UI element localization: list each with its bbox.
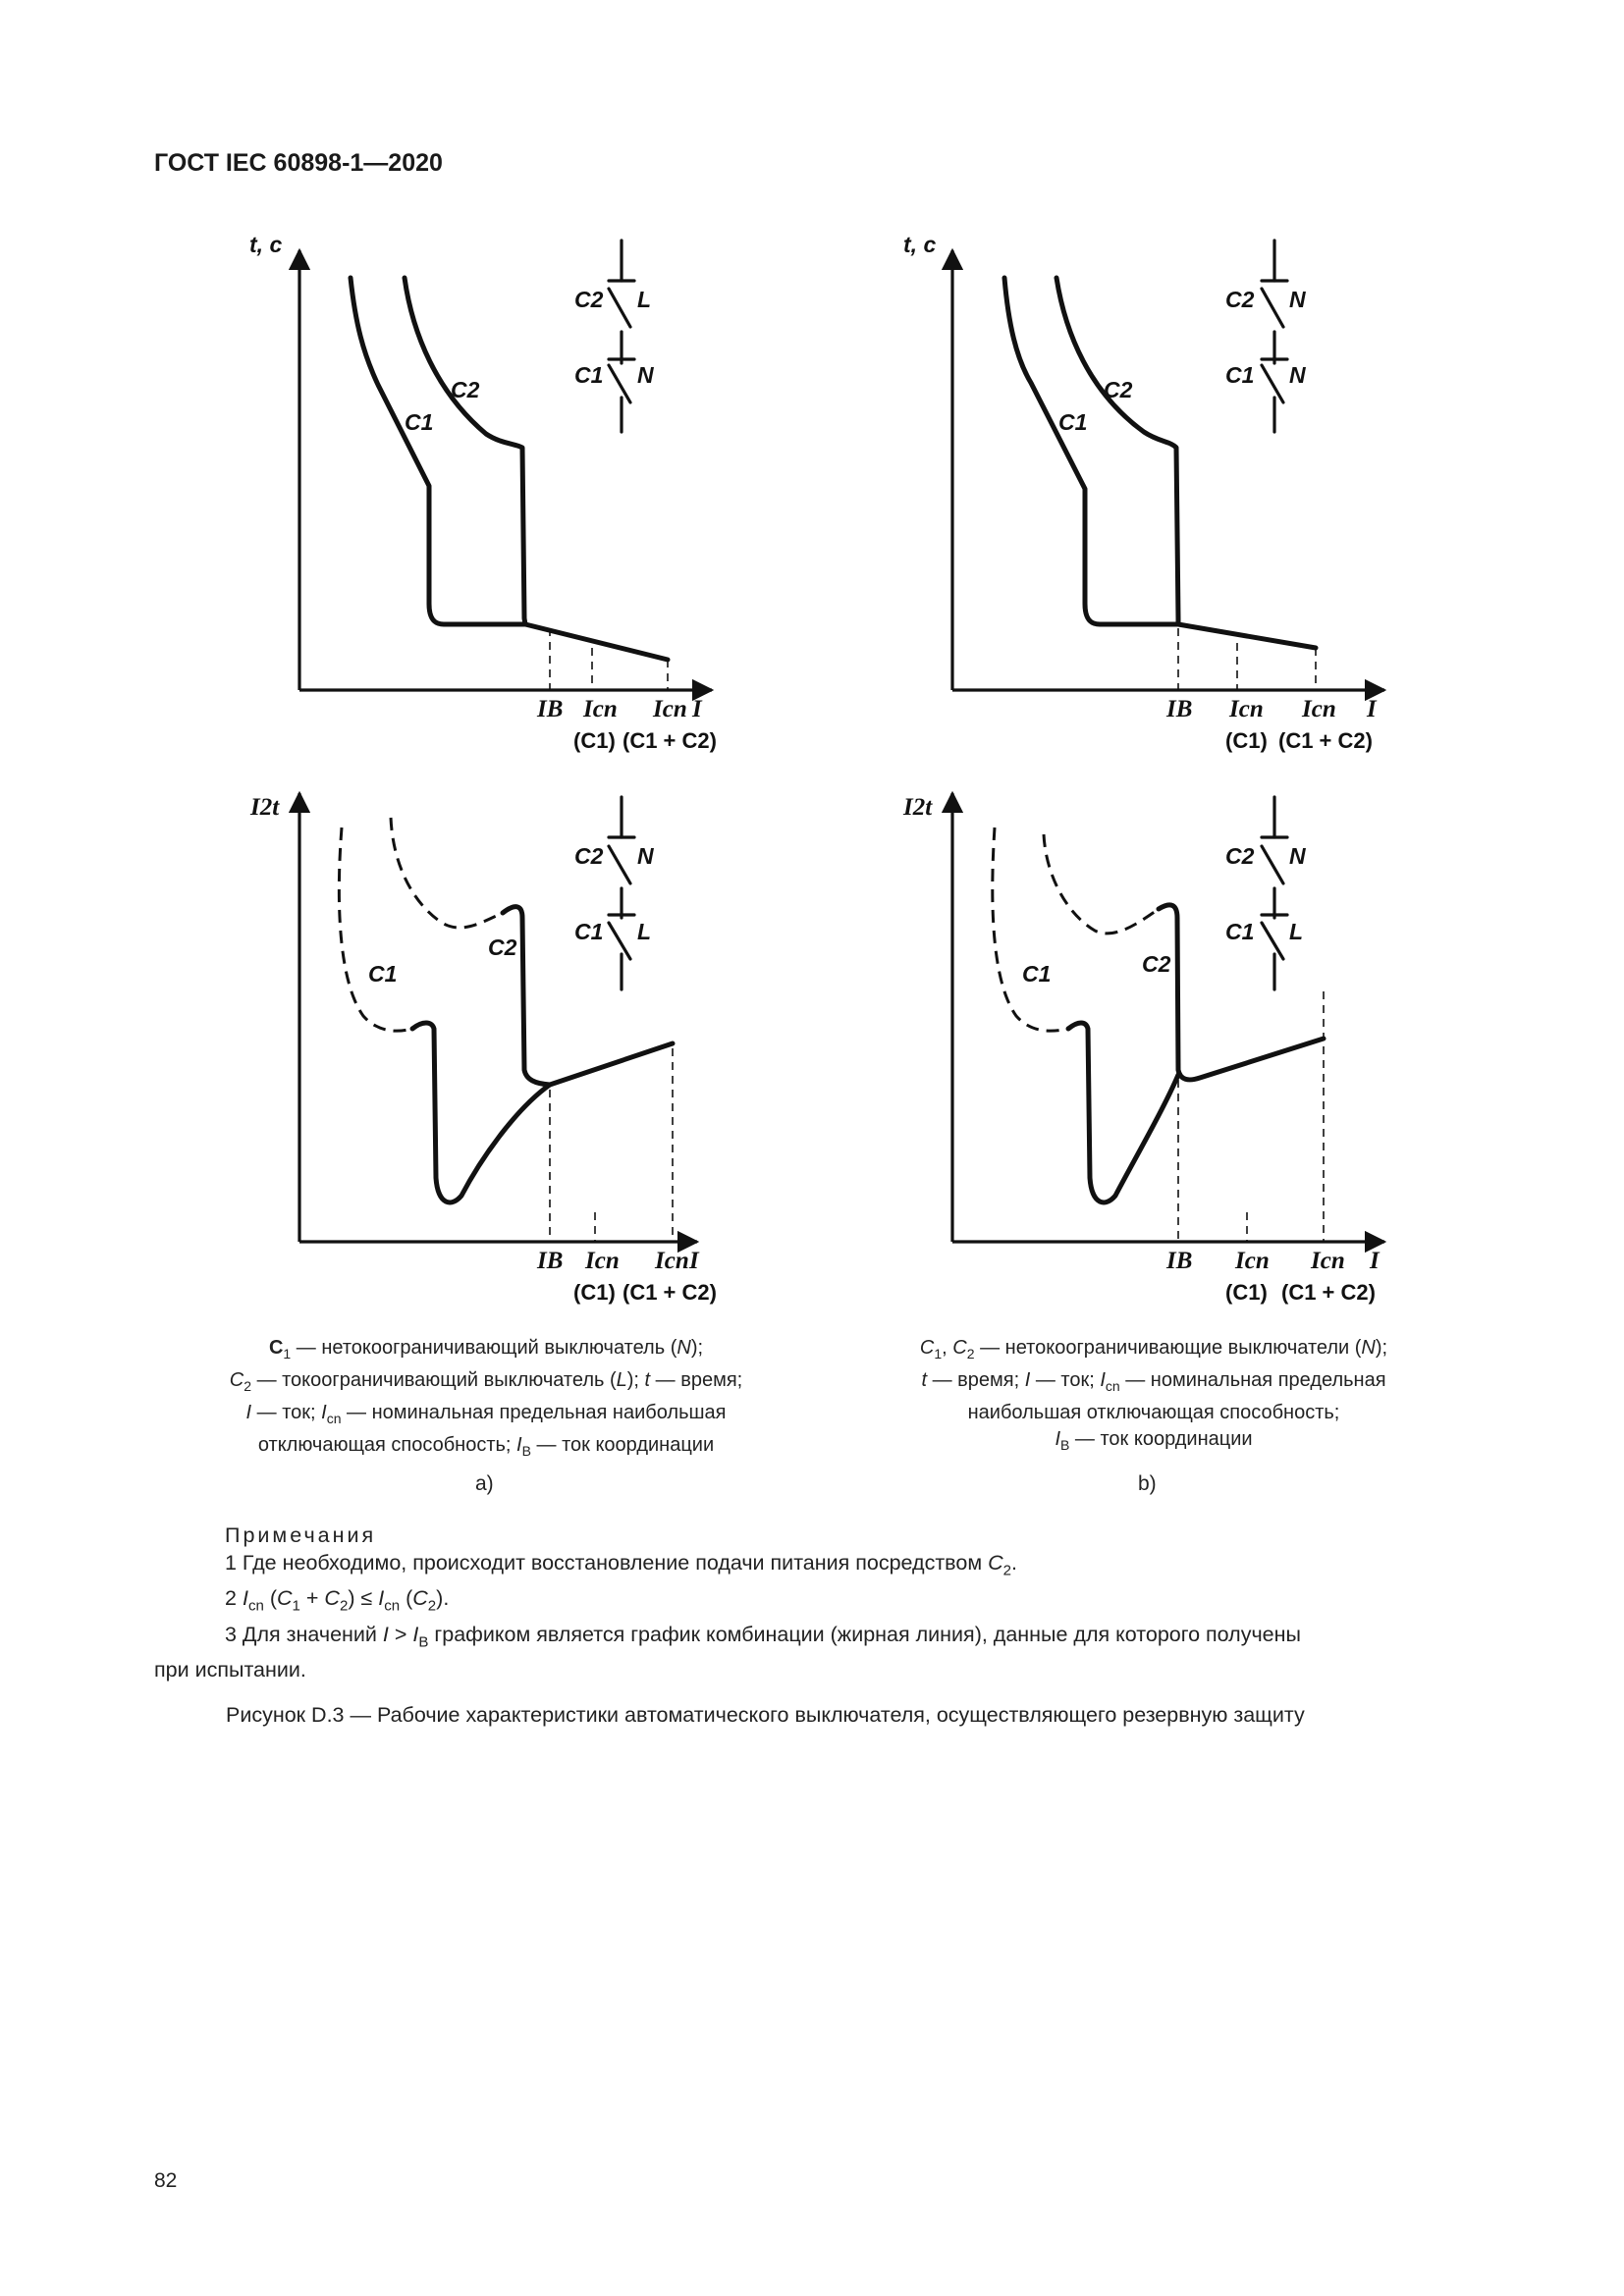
svg-text:L: L — [637, 287, 652, 312]
svg-text:C2: C2 — [1225, 287, 1255, 312]
svg-text:I2t: I2t — [250, 794, 280, 821]
tick-ib: IB — [537, 696, 564, 722]
svg-text:I: I — [1370, 1248, 1380, 1274]
label-c2: C2 — [451, 377, 480, 402]
svg-text:I: I — [689, 1248, 699, 1274]
svg-text:(C1): (C1) — [573, 1280, 616, 1305]
panel-label-b: b) — [1138, 1472, 1157, 1495]
curve-c1 — [412, 1023, 550, 1202]
panel-b-i2t — [902, 793, 1384, 1305]
svg-text:N: N — [1289, 362, 1306, 388]
svg-text:C1: C1 — [1225, 919, 1255, 944]
label-c1: C1 — [405, 409, 434, 435]
svg-text:Icn: Icn — [1229, 696, 1264, 722]
panel-a-i2t — [249, 793, 717, 1305]
svg-text:(C1 + C2): (C1 + C2) — [1281, 1280, 1376, 1305]
svg-text:N: N — [637, 362, 654, 388]
svg-text:IB: IB — [1166, 1248, 1193, 1274]
svg-text:C2: C2 — [1104, 377, 1133, 402]
svg-text:C1: C1 — [368, 961, 398, 987]
svg-text:Icn: Icn — [1311, 1248, 1345, 1274]
svg-text:C1: C1 — [1022, 961, 1052, 987]
y-axis-label-t: t, c — [249, 232, 283, 257]
svg-text:C2: C2 — [488, 934, 517, 960]
tick-icn-c1c2: Icn — [653, 696, 687, 722]
switch-symbol — [1262, 797, 1287, 989]
switch-symbol — [609, 797, 634, 989]
svg-text:Icn: Icn — [585, 1248, 620, 1274]
panel-label-a: a) — [475, 1472, 494, 1495]
switch-symbol — [609, 240, 634, 432]
legend-b: $C_1$, $C_2$ — нетокоограничивающие выключатели (N); t — время; I — ток; $I_{cn}$ — номинальная предельная наибольшая отключающая способность; $I_B$ — ток координации — [919, 1337, 1388, 1453]
svg-text:Icn: Icn — [655, 1248, 689, 1274]
svg-text:(C1): (C1) — [573, 728, 616, 753]
svg-text:C2: C2 — [574, 843, 604, 869]
svg-text:(C1 + C2): (C1 + C2) — [1278, 728, 1373, 753]
curve-c2 — [1056, 278, 1178, 624]
svg-text:C2: C2 — [1225, 843, 1255, 869]
figure-caption: Рисунок D.3 — Рабочие характеристики автоматического выключателя, осуществляющего резервную защиту — [226, 1703, 1305, 1727]
curve-c2-dashed — [1044, 834, 1159, 934]
svg-text:(C1): (C1) — [1225, 1280, 1268, 1305]
curve-c1-dashed — [993, 828, 1068, 1031]
svg-text:L: L — [1289, 919, 1304, 944]
svg-text:C1: C1 — [574, 362, 604, 388]
legend-a: $C_1$ — нетокоограничивающий выключатель (N); $C_2$ — токоограничивающий выключатель (L); t — время; I — ток; $I_{cn}$ — номинальная предельная наибольшая отключающая способность; $I_B$ — ток координации — [229, 1337, 743, 1459]
curve-c1 — [1004, 278, 1316, 648]
svg-text:Icn: Icn — [1235, 1248, 1270, 1274]
svg-text:C1: C1 — [574, 919, 604, 944]
panel-a-time-current — [249, 232, 717, 753]
curve-c2 — [405, 278, 525, 624]
svg-text:Icn: Icn — [1302, 696, 1336, 722]
document-header: ГОСТ IEC 60898-1—2020 — [154, 149, 443, 177]
svg-text:N: N — [1289, 843, 1306, 869]
svg-text:N: N — [1289, 287, 1306, 312]
notes-title: Примечания — [225, 1523, 377, 1547]
tick-icn-c1: Icn — [583, 696, 618, 722]
notes-block: Примечания 1 Где необходимо, происходит восстановление подачи питания посредством $C_2$. 2 $I_{cn}$ $(C_1 + C_2) \le I_{cn}$ $(C_2)$. 3 Для значений $I > I_B$ графиком является график комбинации (жирная линия), данные для которого получены при испытании. — [154, 1522, 1489, 1683]
svg-text:(C1): (C1) — [1225, 728, 1268, 753]
svg-text:C2: C2 — [574, 287, 604, 312]
svg-text:C2: C2 — [1142, 951, 1171, 977]
svg-text:I2t: I2t — [903, 794, 933, 821]
curve-c1-dashed — [339, 828, 412, 1031]
panel-b-time-current — [903, 232, 1384, 753]
svg-text:(C1 + C2): (C1 + C2) — [623, 1280, 717, 1305]
switch-symbol — [1262, 240, 1287, 432]
page-number: 82 — [154, 2169, 178, 2192]
svg-text:C1: C1 — [1058, 409, 1088, 435]
svg-text:(C1 + C2): (C1 + C2) — [623, 728, 717, 753]
svg-text:I: I — [1367, 696, 1377, 722]
svg-text:t, c: t, c — [903, 232, 937, 257]
svg-text:N: N — [637, 843, 654, 869]
svg-text:IB: IB — [1166, 696, 1193, 722]
svg-text:C1: C1 — [1225, 362, 1255, 388]
curve-c1 — [1068, 1023, 1178, 1202]
curve-c2-dashed — [391, 818, 503, 928]
svg-text:IB: IB — [537, 1248, 564, 1274]
svg-text:L: L — [637, 919, 652, 944]
svg-text:I: I — [692, 696, 702, 722]
